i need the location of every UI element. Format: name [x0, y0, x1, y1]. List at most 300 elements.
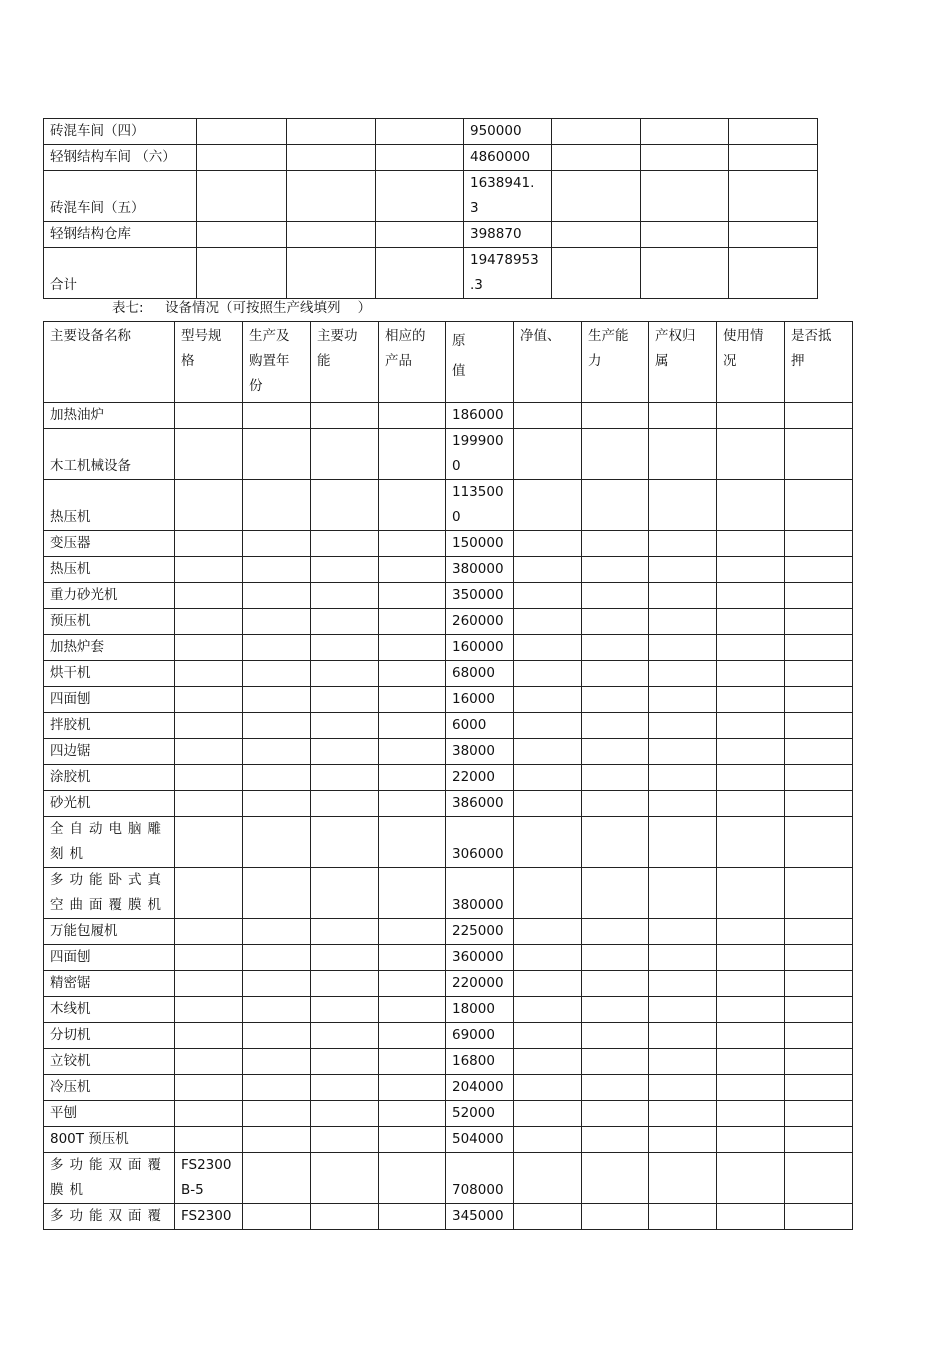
empty-cell [376, 222, 464, 248]
equipment-table [43, 321, 853, 1230]
empty-cell [311, 429, 379, 480]
equipment-name-cell: 砂光机 [44, 791, 175, 817]
table-row [44, 583, 853, 609]
table-row [44, 531, 853, 557]
empty-cell [243, 480, 311, 531]
table-row [44, 1204, 853, 1230]
column-header: 生产能 力 [582, 322, 649, 403]
original-value-cell: 38000 [446, 739, 514, 765]
equipment-name-cell: 变压器 [44, 531, 175, 557]
empty-cell [379, 1101, 446, 1127]
column-header: 是否抵 押 [785, 322, 853, 403]
empty-cell [785, 531, 853, 557]
empty-cell [311, 739, 379, 765]
equipment-name-cell: 万能包履机 [44, 919, 175, 945]
empty-cell [649, 971, 717, 997]
model-cell [175, 739, 243, 765]
table-row [44, 480, 853, 531]
empty-cell [376, 145, 464, 171]
empty-cell [287, 222, 376, 248]
empty-cell [649, 687, 717, 713]
empty-cell [514, 583, 582, 609]
empty-cell [197, 145, 287, 171]
empty-cell [717, 1204, 785, 1230]
empty-cell [379, 403, 446, 429]
empty-cell [582, 739, 649, 765]
empty-cell [717, 557, 785, 583]
table-row [44, 687, 853, 713]
empty-cell [243, 429, 311, 480]
empty-cell [514, 687, 582, 713]
empty-cell [729, 222, 818, 248]
empty-cell [582, 997, 649, 1023]
column-header: 主要设备名称 [44, 322, 175, 403]
empty-cell [729, 145, 818, 171]
empty-cell [514, 817, 582, 868]
empty-cell [717, 997, 785, 1023]
empty-cell [311, 531, 379, 557]
equipment-name-cell: 热压机 [44, 557, 175, 583]
empty-cell [582, 480, 649, 531]
empty-cell [197, 119, 287, 145]
empty-cell [376, 119, 464, 145]
building-name-cell: 合计 [44, 248, 197, 299]
equipment-name-cell: 木线机 [44, 997, 175, 1023]
model-cell [175, 945, 243, 971]
original-value-cell: 6000 [446, 713, 514, 739]
empty-cell [311, 765, 379, 791]
table-row [44, 661, 853, 687]
empty-cell [514, 480, 582, 531]
equipment-name-cell: 涂胶机 [44, 765, 175, 791]
empty-cell [514, 868, 582, 919]
empty-cell [311, 687, 379, 713]
table-row [44, 1127, 853, 1153]
empty-cell [243, 1023, 311, 1049]
empty-cell [514, 791, 582, 817]
equipment-name-cell: 全自动电脑雕 刻机 [44, 817, 175, 868]
empty-cell [243, 945, 311, 971]
empty-cell [649, 609, 717, 635]
empty-cell [287, 145, 376, 171]
column-header: 原 值 [446, 322, 514, 403]
empty-cell [243, 765, 311, 791]
empty-cell [717, 971, 785, 997]
empty-cell [649, 791, 717, 817]
column-header: 生产及 购置年 份 [243, 322, 311, 403]
empty-cell [641, 171, 729, 222]
empty-cell [311, 1153, 379, 1204]
empty-cell [649, 713, 717, 739]
empty-cell [287, 171, 376, 222]
empty-cell [785, 765, 853, 791]
original-value-cell: 260000 [446, 609, 514, 635]
empty-cell [649, 1049, 717, 1075]
empty-cell [582, 1153, 649, 1204]
empty-cell [311, 713, 379, 739]
empty-cell [379, 1023, 446, 1049]
empty-cell [785, 661, 853, 687]
original-value-cell: 150000 [446, 531, 514, 557]
original-value-cell: 16800 [446, 1049, 514, 1075]
empty-cell [582, 557, 649, 583]
table-row [44, 119, 818, 145]
empty-cell [376, 171, 464, 222]
empty-cell [717, 919, 785, 945]
empty-cell [514, 919, 582, 945]
empty-cell [243, 971, 311, 997]
empty-cell [379, 997, 446, 1023]
original-value-cell: 306000 [446, 817, 514, 868]
empty-cell [552, 119, 641, 145]
empty-cell [785, 403, 853, 429]
empty-cell [785, 1101, 853, 1127]
table-row [44, 817, 853, 868]
empty-cell [197, 171, 287, 222]
equipment-name-cell: 平刨 [44, 1101, 175, 1127]
column-header: 净值、 [514, 322, 582, 403]
empty-cell [785, 1153, 853, 1204]
empty-cell [379, 531, 446, 557]
empty-cell [243, 687, 311, 713]
empty-cell [243, 403, 311, 429]
table-row [44, 1049, 853, 1075]
empty-cell [243, 531, 311, 557]
empty-cell [311, 1023, 379, 1049]
table-row [44, 1075, 853, 1101]
empty-cell [649, 531, 717, 557]
original-value-cell: 68000 [446, 661, 514, 687]
empty-cell [243, 739, 311, 765]
empty-cell [785, 1204, 853, 1230]
empty-cell [243, 609, 311, 635]
empty-cell [243, 919, 311, 945]
empty-cell [243, 1127, 311, 1153]
original-value-cell: 360000 [446, 945, 514, 971]
empty-cell [197, 222, 287, 248]
empty-cell [785, 1023, 853, 1049]
empty-cell [514, 713, 582, 739]
empty-cell [243, 583, 311, 609]
empty-cell [717, 1049, 785, 1075]
empty-cell [514, 945, 582, 971]
empty-cell [785, 635, 853, 661]
empty-cell [379, 1204, 446, 1230]
empty-cell [243, 1075, 311, 1101]
empty-cell [379, 661, 446, 687]
table-row [44, 868, 853, 919]
empty-cell [582, 429, 649, 480]
table-row [44, 971, 853, 997]
table-row [44, 248, 818, 299]
empty-cell [379, 791, 446, 817]
empty-cell [514, 635, 582, 661]
empty-cell [649, 1023, 717, 1049]
table-row [44, 713, 853, 739]
empty-cell [514, 997, 582, 1023]
model-cell [175, 971, 243, 997]
empty-cell [379, 609, 446, 635]
empty-cell [717, 713, 785, 739]
empty-cell [717, 791, 785, 817]
empty-cell [649, 765, 717, 791]
empty-cell [785, 480, 853, 531]
empty-cell [717, 609, 785, 635]
original-value-cell: 350000 [446, 583, 514, 609]
original-value-cell: 186000 [446, 403, 514, 429]
empty-cell [379, 429, 446, 480]
empty-cell [717, 687, 785, 713]
empty-cell [552, 222, 641, 248]
empty-cell [717, 1101, 785, 1127]
original-value-cell: 199900 0 [446, 429, 514, 480]
building-name-cell: 砖混车间（四） [44, 119, 197, 145]
empty-cell [582, 609, 649, 635]
empty-cell [311, 1049, 379, 1075]
empty-cell [649, 919, 717, 945]
empty-cell [717, 1153, 785, 1204]
empty-cell [243, 817, 311, 868]
model-cell [175, 1101, 243, 1127]
model-cell: FS2300 B-5 [175, 1153, 243, 1204]
empty-cell [649, 635, 717, 661]
empty-cell [311, 1127, 379, 1153]
original-value-cell: 204000 [446, 1075, 514, 1101]
empty-cell [649, 1127, 717, 1153]
building-value-cell: 4860000 [464, 145, 552, 171]
original-value-cell: 225000 [446, 919, 514, 945]
empty-cell [785, 557, 853, 583]
model-cell [175, 531, 243, 557]
empty-cell [514, 1153, 582, 1204]
model-cell [175, 1075, 243, 1101]
empty-cell [379, 971, 446, 997]
empty-cell [649, 868, 717, 919]
buildings-table [43, 118, 818, 299]
column-header: 主要功 能 [311, 322, 379, 403]
empty-cell [582, 687, 649, 713]
empty-cell [311, 919, 379, 945]
table-row [44, 919, 853, 945]
empty-cell [311, 971, 379, 997]
empty-cell [729, 248, 818, 299]
empty-cell [287, 119, 376, 145]
equipment-name-cell: 精密锯 [44, 971, 175, 997]
empty-cell [552, 145, 641, 171]
empty-cell [379, 765, 446, 791]
empty-cell [649, 1075, 717, 1101]
model-cell [175, 557, 243, 583]
empty-cell [582, 1075, 649, 1101]
empty-cell [243, 713, 311, 739]
model-cell [175, 687, 243, 713]
empty-cell [649, 997, 717, 1023]
empty-cell [649, 583, 717, 609]
empty-cell [379, 1049, 446, 1075]
header-row [44, 322, 853, 403]
original-value-cell: 386000 [446, 791, 514, 817]
model-cell [175, 429, 243, 480]
empty-cell [641, 119, 729, 145]
table-row [44, 145, 818, 171]
empty-cell [717, 583, 785, 609]
empty-cell [785, 1075, 853, 1101]
model-cell [175, 997, 243, 1023]
model-cell [175, 480, 243, 531]
empty-cell [717, 403, 785, 429]
empty-cell [379, 583, 446, 609]
empty-cell [514, 429, 582, 480]
empty-cell [243, 868, 311, 919]
empty-cell [785, 817, 853, 868]
empty-cell [514, 403, 582, 429]
original-value-cell: 345000 [446, 1204, 514, 1230]
model-cell [175, 713, 243, 739]
empty-cell [649, 1101, 717, 1127]
table-row [44, 222, 818, 248]
empty-cell [649, 661, 717, 687]
empty-cell [311, 1075, 379, 1101]
equipment-name-cell: 预压机 [44, 609, 175, 635]
empty-cell [514, 1023, 582, 1049]
original-value-cell: 160000 [446, 635, 514, 661]
empty-cell [379, 919, 446, 945]
empty-cell [649, 817, 717, 868]
empty-cell [649, 1153, 717, 1204]
table-row [44, 1153, 853, 1204]
empty-cell [785, 739, 853, 765]
empty-cell [717, 739, 785, 765]
equipment-name-cell: 四面刨 [44, 687, 175, 713]
empty-cell [552, 248, 641, 299]
model-cell [175, 1127, 243, 1153]
empty-cell [717, 945, 785, 971]
empty-cell [379, 1127, 446, 1153]
table-row [44, 997, 853, 1023]
empty-cell [717, 817, 785, 868]
building-value-cell: 398870 [464, 222, 552, 248]
empty-cell [785, 868, 853, 919]
building-value-cell: 19478953 .3 [464, 248, 552, 299]
equipment-name-cell: 多功能双面覆 [44, 1204, 175, 1230]
empty-cell [785, 1127, 853, 1153]
model-cell [175, 765, 243, 791]
model-cell [175, 1023, 243, 1049]
model-cell [175, 919, 243, 945]
empty-cell [514, 557, 582, 583]
table-caption: 表七: 设备情况（可按照生产线填列 ） [112, 300, 372, 316]
empty-cell [243, 997, 311, 1023]
empty-cell [243, 661, 311, 687]
equipment-name-cell: 重力砂光机 [44, 583, 175, 609]
empty-cell [785, 919, 853, 945]
table-row [44, 739, 853, 765]
empty-cell [717, 1023, 785, 1049]
equipment-name-cell: 800T 预压机 [44, 1127, 175, 1153]
empty-cell [379, 687, 446, 713]
table-row [44, 1023, 853, 1049]
empty-cell [311, 997, 379, 1023]
empty-cell [311, 1204, 379, 1230]
empty-cell [649, 1204, 717, 1230]
empty-cell [514, 971, 582, 997]
original-value-cell: 69000 [446, 1023, 514, 1049]
table-row [44, 791, 853, 817]
empty-cell [641, 222, 729, 248]
empty-cell [287, 248, 376, 299]
empty-cell [582, 583, 649, 609]
model-cell: FS2300 [175, 1204, 243, 1230]
empty-cell [311, 480, 379, 531]
empty-cell [514, 609, 582, 635]
empty-cell [729, 119, 818, 145]
empty-cell [649, 403, 717, 429]
empty-cell [641, 145, 729, 171]
empty-cell [311, 661, 379, 687]
building-name-cell: 轻钢结构仓库 [44, 222, 197, 248]
empty-cell [552, 171, 641, 222]
empty-cell [582, 817, 649, 868]
empty-cell [582, 1023, 649, 1049]
empty-cell [785, 687, 853, 713]
empty-cell [785, 1049, 853, 1075]
empty-cell [243, 635, 311, 661]
empty-cell [311, 635, 379, 661]
original-value-cell: 22000 [446, 765, 514, 791]
empty-cell [582, 635, 649, 661]
empty-cell [514, 1101, 582, 1127]
equipment-name-cell: 多功能双面覆 膜机 [44, 1153, 175, 1204]
empty-cell [379, 557, 446, 583]
model-cell [175, 403, 243, 429]
empty-cell [582, 945, 649, 971]
empty-cell [785, 583, 853, 609]
original-value-cell: 52000 [446, 1101, 514, 1127]
equipment-name-cell: 木工机械设备 [44, 429, 175, 480]
empty-cell [641, 248, 729, 299]
model-cell [175, 1049, 243, 1075]
empty-cell [717, 635, 785, 661]
empty-cell [582, 791, 649, 817]
empty-cell [311, 557, 379, 583]
empty-cell [582, 713, 649, 739]
empty-cell [649, 557, 717, 583]
original-value-cell: 18000 [446, 997, 514, 1023]
column-header: 相应的 产品 [379, 322, 446, 403]
original-value-cell: 504000 [446, 1127, 514, 1153]
empty-cell [514, 531, 582, 557]
empty-cell [785, 791, 853, 817]
empty-cell [514, 1075, 582, 1101]
original-value-cell: 16000 [446, 687, 514, 713]
empty-cell [582, 1127, 649, 1153]
empty-cell [311, 791, 379, 817]
original-value-cell: 220000 [446, 971, 514, 997]
empty-cell [197, 248, 287, 299]
building-value-cell: 1638941. 3 [464, 171, 552, 222]
empty-cell [243, 1049, 311, 1075]
original-value-cell: 113500 0 [446, 480, 514, 531]
empty-cell [582, 531, 649, 557]
column-header: 使用情 况 [717, 322, 785, 403]
empty-cell [582, 971, 649, 997]
equipment-name-cell: 冷压机 [44, 1075, 175, 1101]
table-row [44, 171, 818, 222]
original-value-cell: 708000 [446, 1153, 514, 1204]
empty-cell [379, 1153, 446, 1204]
table-row [44, 945, 853, 971]
empty-cell [311, 868, 379, 919]
